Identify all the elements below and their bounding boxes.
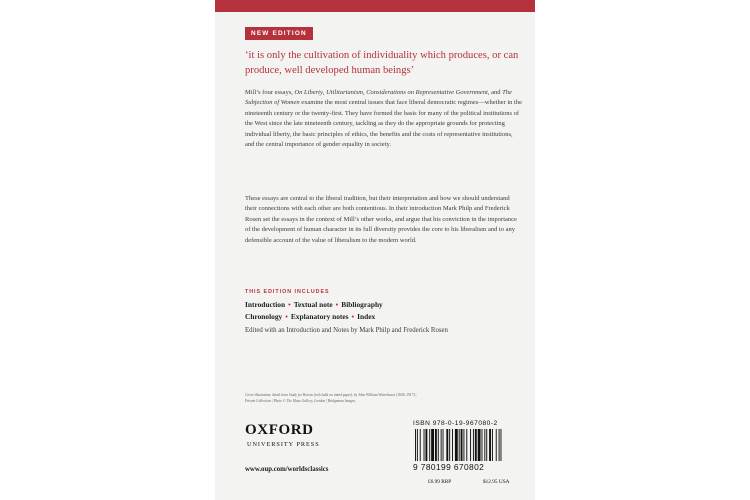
- barcode-digits: 9 780199 670802: [413, 462, 485, 472]
- publisher-logo-subtitle: UNIVERSITY PRESS: [247, 441, 320, 448]
- barcode-bar: [425, 429, 427, 461]
- barcode-bar: [461, 429, 463, 461]
- includes-item: Chronology: [245, 312, 283, 321]
- barcode-bar: [489, 429, 491, 461]
- cover-illustration-credit: Cover illustration: detail from Study for Boreas (red chalk on tinted paper), by John William Waterhouse (1849–1917) | Private Collection | Photo © The Maas Gallery, London | Bridgeman Images.: [245, 393, 417, 403]
- barcode-bar: [431, 429, 434, 461]
- includes-row-1: [245, 300, 383, 309]
- barcode-bar: [449, 429, 450, 461]
- barcode-bar: [466, 429, 467, 461]
- barcode-bar: [435, 429, 437, 461]
- price-us: $12.95 USA: [483, 479, 510, 485]
- barcode-bar: [429, 429, 430, 461]
- barcode-bar: [501, 429, 502, 461]
- includes-item: Textual note: [293, 300, 333, 309]
- includes-item: Bibliography: [341, 300, 383, 309]
- barcode-bar: [459, 429, 460, 461]
- bullet-separator: •: [351, 312, 355, 321]
- barcode-bar: [441, 429, 442, 461]
- barcode-bar: [486, 429, 487, 461]
- barcode-bar: [496, 429, 497, 461]
- includes-row-2: [245, 312, 375, 321]
- blurb-paragraph-1: Mill’s four essays, On Liberty, Utilitarianism, Considerations on Representative Government, and The Subjection of Women examine the most central issues that face liberal democratic regimes—whether in the nineteenth century or the twenty-first. They have formed the basis for many of the political institutions of the West since the late nineteenth century, tackling as they do the appropriate grounds for protecting individual liberty, the basic principles of ethics, the benefits and the costs of representative institutions, and the central importance of gender equality in society.: [245, 89, 522, 149]
- new-edition-badge: NEW EDITION: [245, 27, 313, 40]
- barcode-bar: [478, 429, 481, 461]
- book-back-cover: [215, 0, 535, 500]
- edited-by-line: Edited with an Introduction and Notes by Mark Philp and Frederick Rosen: [245, 327, 448, 334]
- publisher-url: www.oup.com/worldsclassics: [245, 466, 329, 473]
- publisher-logo: OXFORD: [245, 422, 314, 438]
- bullet-separator: •: [335, 300, 339, 309]
- blurb-paragraph-2: These essays are central to the liberal tradition, but their interpretation and how we should understand their connections with each other are both contentious. In their introduction Mark Philp and Frederick Rosen set the essays in the context of Mill’s other works, and argue that his conviction in the importance of the development of human character in its full diversity provides the core to his liberalism and to any defensible account of the value of liberalism to the modern world.: [245, 195, 517, 244]
- barcode-bar: [424, 429, 425, 461]
- price-uk: £6.99 RRP: [428, 479, 452, 485]
- barcode-bar: [492, 429, 493, 461]
- isbn-barcode: [413, 429, 533, 461]
- barcode-bar: [415, 429, 416, 461]
- pull-quote: ‘it is only the cultivation of individuality which produces, or can produce, well developed human beings’: [245, 50, 519, 76]
- includes-heading: THIS EDITION INCLUDES: [245, 289, 330, 295]
- barcode-bar: [473, 429, 474, 461]
- barcode-bar: [470, 429, 471, 461]
- barcode-bar: [463, 429, 464, 461]
- includes-item: Introduction: [245, 300, 286, 309]
- cover-top-band: [215, 0, 535, 12]
- bullet-separator: •: [288, 300, 291, 309]
- barcode-bar: [443, 429, 444, 461]
- barcode-bar: [446, 429, 448, 461]
- barcode-bar: [420, 429, 421, 461]
- barcode-bar: [482, 429, 483, 461]
- isbn-label: ISBN 978-0-19-967080-2: [413, 420, 498, 427]
- includes-item: Explanatory notes: [290, 312, 349, 321]
- barcode-bar: [438, 429, 439, 461]
- barcode-bar: [475, 429, 477, 461]
- includes-item: Index: [357, 312, 376, 321]
- barcode-bar: [417, 429, 418, 461]
- bullet-separator: •: [285, 312, 288, 321]
- barcode-bar: [499, 429, 500, 461]
- barcode-bar: [455, 429, 458, 461]
- barcode-bar: [452, 429, 453, 461]
- barcode-bar: [484, 429, 485, 461]
